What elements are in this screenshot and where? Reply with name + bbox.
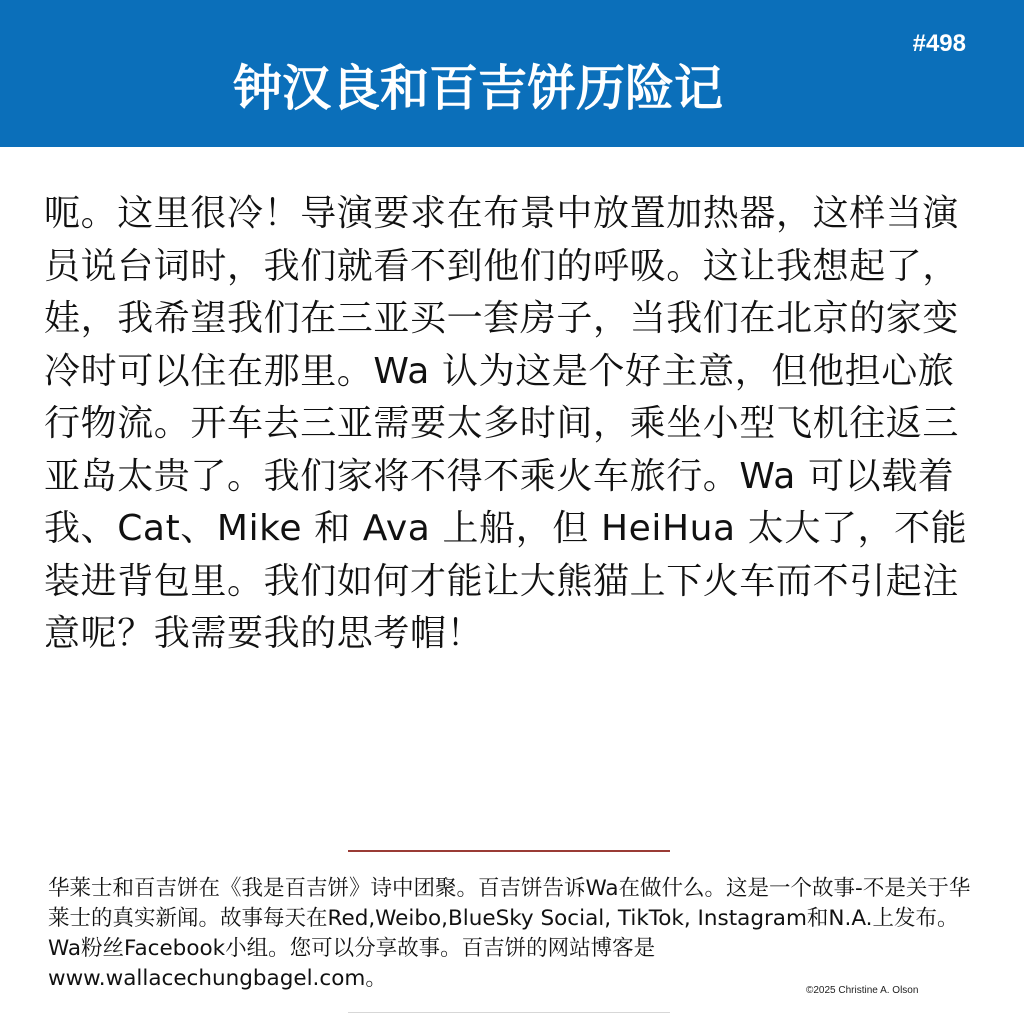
story-text: 呃。这里很冷！导演要求在布景中放置加热器，这样当演员说台词时，我们就看不到他们的呼吸。这让我想起了，娃，我希望我们在三亚买一套房子，当我们在北京的家变冷时可以住在那里。Wa 认为这是个好主意，但他担心旅行物流。开车去三亚需要太多时间，乘坐小型飞机往返三亚岛太贵了。我们家将不得不乘火车旅行。Wa 可以载着我、Cat、Mike 和 Ava 上船，但 HeiHua 太大了，不能装进背包里。我们如何才能让大熊猫上下火车而不引起注意呢？我需要我的思考帽！ bbox=[44, 193, 968, 654]
header-banner bbox=[0, 0, 1024, 147]
footer-note: 华莱士和百吉饼在《我是百吉饼》诗中团聚。百吉饼告诉Wa在做什么。这是一个故事-不是关于华莱士的真实新闻。故事每天在Red,Weibo,BlueSky Social, TikTok, Instagram和N.A.上发布。Wa粉丝Facebook小组。您可以分享故事。百吉饼的网站博客是www.wallacechungbagel.com。 bbox=[48, 876, 971, 991]
copyright-text: ©2025 Christine A. Olson bbox=[806, 985, 919, 996]
page-title: 钟汉良和百吉饼历险记 bbox=[232, 60, 723, 117]
bottom-rule bbox=[348, 1012, 670, 1013]
divider-line bbox=[348, 850, 670, 852]
issue-number: #498 bbox=[912, 30, 966, 57]
